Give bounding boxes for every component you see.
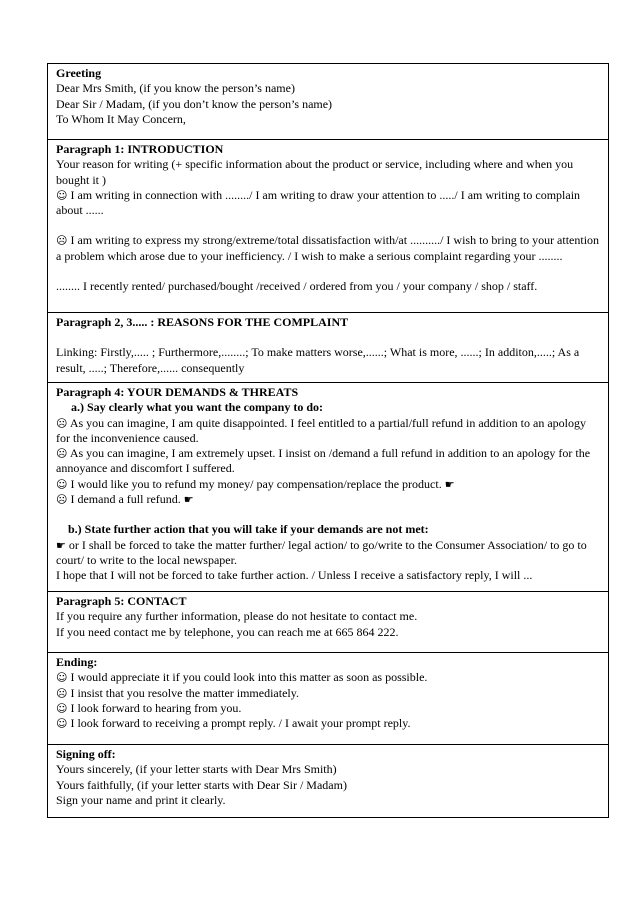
demands-line (56, 477, 601, 492)
smile-icon: ☺ (56, 188, 68, 202)
greeting-line: Dear Mrs Smith, (if you know the person’s name) (56, 81, 295, 96)
introduction-formal-text: I am writing in connection with ......../ I am writing to draw your attention to ...../ I am writing to complain about ...... (56, 187, 581, 218)
demands-line-text: I would like you to refund my money/ pay compensation/replace the product. (70, 476, 442, 491)
contact-line: If you need contact me by telephone, you can reach me at 665 864 222. (56, 624, 399, 639)
demands-subheading-b: b.) State further action that you will take if your demands are not met: (68, 522, 429, 537)
introduction-section (48, 139, 608, 312)
frown-icon: ☹ (56, 447, 68, 461)
demands-line (56, 492, 601, 507)
ending-line-text: I insist that you resolve the matter immediately. (70, 685, 299, 700)
further-action-text: or I shall be forced to take the matter further/ legal action/ to go/write to the Consumer Association/ to go to court/ to write to the local newspaper. (56, 537, 587, 567)
smile-icon: ☺ (56, 717, 68, 731)
demands-subheading-a: a.) Say clearly what you want the company to do: (71, 400, 323, 415)
demands-line (56, 446, 601, 477)
greeting-line: To Whom It May Concern, (56, 111, 186, 126)
pointing-hand-icon: ☛ (56, 538, 66, 552)
demands-line-text: I demand a full refund. (70, 492, 181, 507)
hope-line: I hope that I will not be forced to take further action. / Unless I receive a satisfactory reply, I will ... (56, 568, 533, 583)
reasons-linking: Linking: Firstly,..... ; Furthermore,........; To make matters worse,......; What is more, ......; In additon,.....; As a result, .....; Therefore,...... consequently (56, 345, 580, 375)
pointing-hand-icon: ☛ (183, 493, 194, 507)
complaint-letter-table (47, 63, 609, 818)
smile-icon: ☺ (56, 477, 68, 491)
greeting-line: Dear Sir / Madam, (if you don’t know the person’s name) (56, 96, 333, 111)
introduction-heading: Paragraph 1: INTRODUCTION (56, 142, 224, 156)
ending-section (48, 652, 608, 744)
ending-line-text: I look forward to receiving a prompt reply. / I await your prompt reply. (70, 716, 411, 731)
ending-line (56, 686, 601, 701)
frown-icon: ☹ (56, 493, 68, 507)
frown-icon: ☹ (56, 234, 68, 248)
signing-line: Yours sincerely, (if your letter starts with Dear Mrs Smith) (56, 762, 337, 777)
ending-line-text: I would appreciate it if you could look into this matter as soon as possible. (70, 670, 428, 685)
contact-line: If you require any further information, please do not hesitate to contact me. (56, 609, 418, 624)
demands-line-text: As you can imagine, I am extremely upset. I insist on /demand a full refund in addition to an apology for the annoyance and discomfort I suffered. (56, 446, 591, 476)
ending-heading: Ending: (56, 655, 98, 669)
demands-line-text: As you can imagine, I am quite disappointed. I feel entitled to a partial/full refund in addition to an apology for the inconvenience caused. (56, 415, 587, 445)
ending-line (56, 716, 601, 731)
ending-line-text: I look forward to hearing from you. (70, 700, 242, 715)
introduction-rented-line: ........ I recently rented/ purchased/bought /received / ordered from you / your company / shop / staff. (56, 279, 538, 294)
pointing-hand-icon: ☛ (444, 477, 455, 491)
demands-section (48, 382, 608, 591)
contact-heading: Paragraph 5: CONTACT (56, 594, 187, 608)
smile-icon: ☺ (56, 671, 68, 685)
contact-section (48, 591, 608, 652)
frown-icon: ☹ (56, 686, 68, 700)
signing-line: Yours faithfully, (if your letter starts with Dear Sir / Madam) (56, 777, 347, 792)
signing-section (48, 744, 608, 817)
smile-icon: ☺ (56, 701, 68, 715)
greeting-heading: Greeting (56, 66, 102, 80)
demands-line (56, 416, 601, 447)
introduction-formal-line (56, 188, 601, 219)
reasons-heading: Paragraph 2, 3..... : REASONS FOR THE COMPLAINT (56, 315, 349, 329)
demands-heading: Paragraph 4: YOUR DEMANDS & THREATS (56, 385, 299, 399)
introduction-reason: Your reason for writing (+ specific information about the product or service, including where and when you bought it ) (56, 157, 574, 187)
signing-heading: Signing off: (56, 747, 116, 761)
introduction-strong-text: I am writing to express my strong/extreme/total dissatisfaction with/at ........../ I wish to bring to your attention a problem which arose due to your inefficiency. / I wish to make a serious complaint regarding your ........ (56, 233, 600, 263)
reasons-section (48, 312, 608, 382)
introduction-strong-line (56, 233, 601, 264)
signing-line: Sign your name and print it clearly. (56, 792, 226, 807)
ending-line (56, 670, 601, 685)
frown-icon: ☹ (56, 416, 68, 430)
greeting-section (48, 64, 608, 139)
ending-line (56, 701, 601, 716)
further-action-line (56, 538, 601, 569)
